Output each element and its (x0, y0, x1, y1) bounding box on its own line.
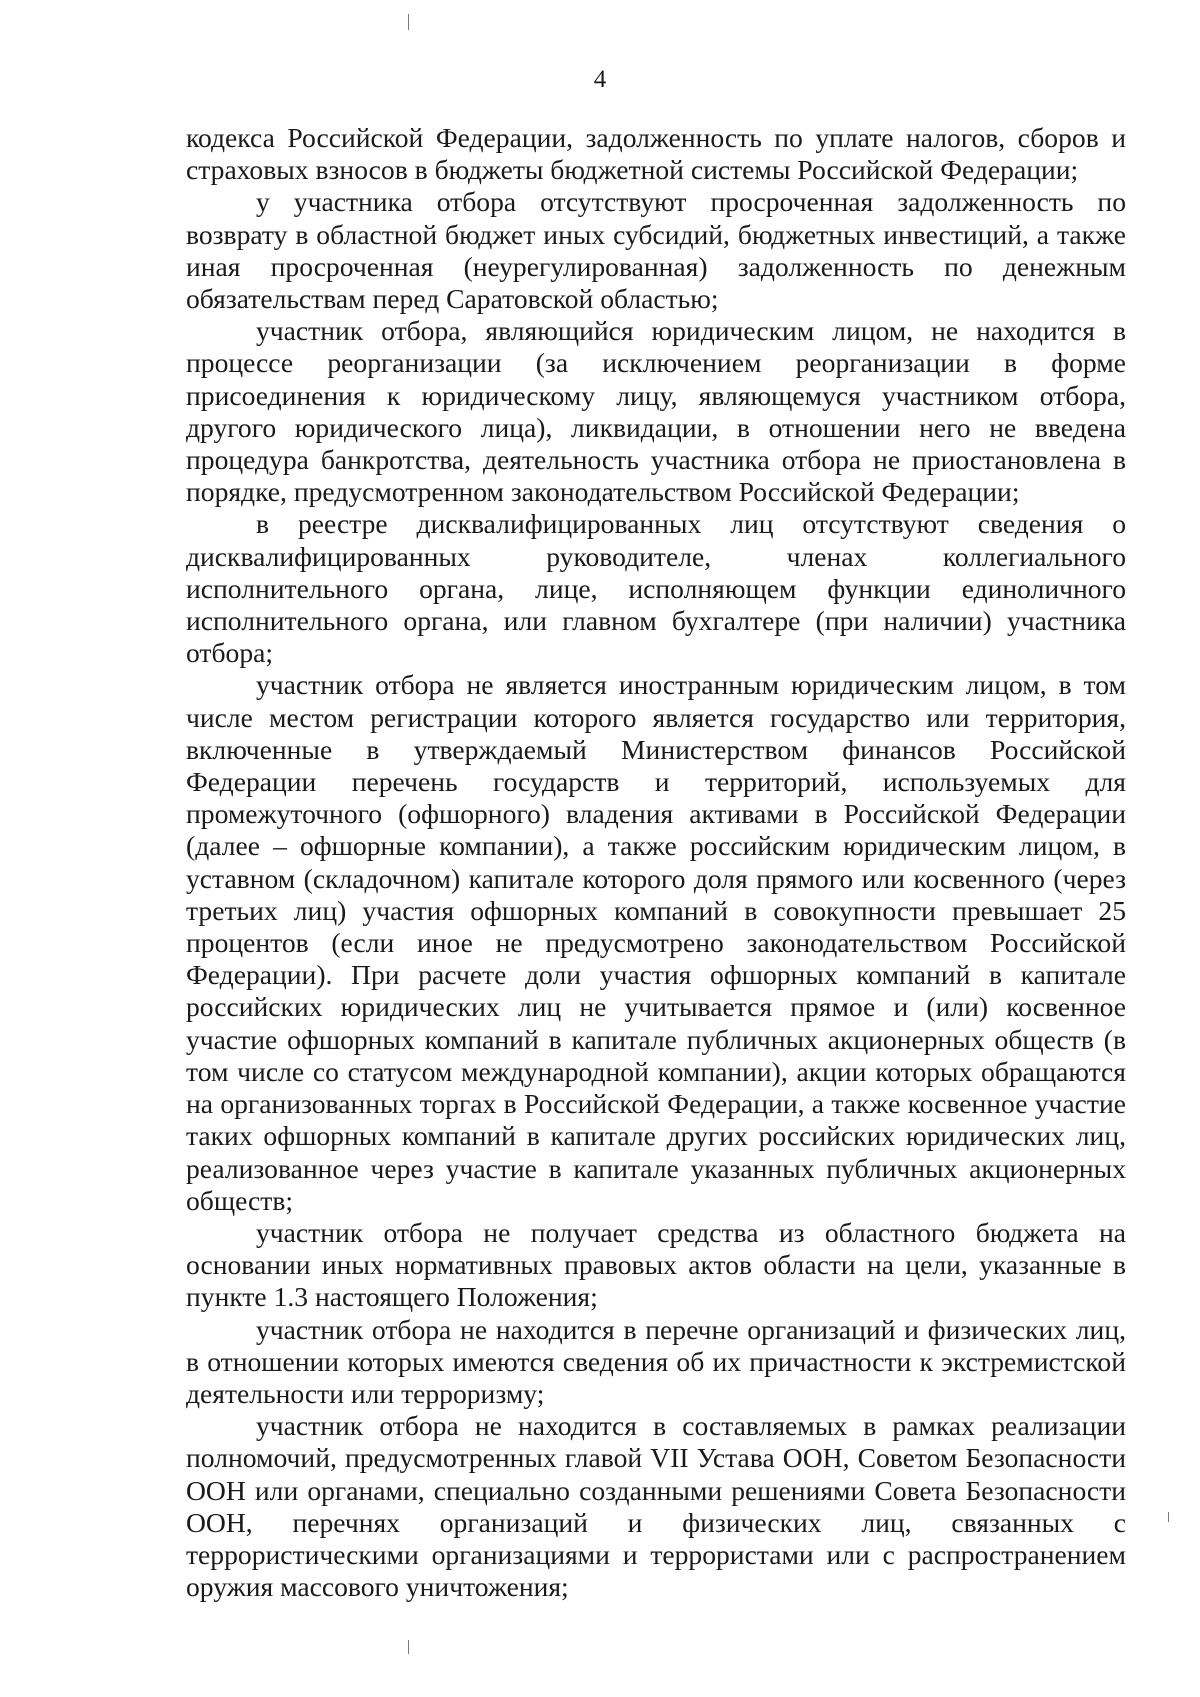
scan-speck (408, 1640, 409, 1654)
paragraph-offshore-companies: участник отбора не является иностранным юридическим лицом, в том числе местом регистрации которого является государство или территория, включенные в утверждаемый Министерством финансов Российской Федерации перечень государств и территорий, используемых для промежуточного (офшорного) владения активами в Российской Федерации (далее – офшорные компании), а также российским юридическим лицом, в уставном (складочном) капитале которого доля прямого или косвенного (через третьих лиц) участия офшорных компаний в совокупности превышает 25 процентов (если иное не предусмотрено законодательством Российской Федерации). При расчете доли участия офшорных компаний в капитале российских юридических лиц не учитывается прямое и (или) косвенное участие офшорных компаний в капитале публичных акционерных обществ (в том числе со статусом международной компании), акции которых обращаются на организованных торгах в Российской Федерации, а также косвенное участие таких офшорных компаний в капитале других российских юридических лиц, реализованное через участие в капитале указанных публичных акционерных обществ; (186, 669, 1126, 1216)
paragraph-un-sanctions-list: участник отбора не находится в составляемых в рамках реализации полномочий, предусмотренных главой VII Устава ООН, Советом Безопасности ООН или органами, специально созданными решениями Совета Безопасности ООН, перечнях организаций и физических лиц, связанных с террористическими организациями и террористами или с распространением оружия массового уничтожения; (186, 1410, 1126, 1603)
paragraph-overdue-debt: у участника отбора отсутствуют просроченная задолженность по возврату в областной бюджет иных субсидий, бюджетных инвестиций, а также иная просроченная (неурегулированная) задолженность по денежным обязательствам перед Саратовской областью; (186, 186, 1126, 315)
page-number: 4 (593, 66, 607, 93)
paragraph-reorganization: участник отбора, являющийся юридическим лицом, не находится в процессе реорганизации (за исключением реорганизации в форме присоединения к юридическому лицу, являющемуся участником отбора, другого юридического лица), ликвидации, в отношении него не введена процедура банкротства, деятельность участника отбора не приостановлена в порядке, предусмотренном законодательством Российской Федерации; (186, 315, 1126, 508)
scan-speck (408, 14, 409, 30)
scan-speck (1168, 1512, 1169, 1522)
paragraph-other-budget-funds: участник отбора не получает средства из областного бюджета на основании иных нормативных правовых актов области на цели, указанные в пункте 1.3 настоящего Положения; (186, 1216, 1126, 1313)
paragraph-disqualified-persons: в реестре дисквалифицированных лиц отсутствуют сведения о дисквалифицированных руководителе, членах коллегиального исполнительного органа, лице, исполняющем функции единоличного исполнительного органа, или главном бухгалтере (при наличии) участника отбора; (186, 508, 1126, 669)
paragraph-continuation: кодекса Российской Федерации, задолженность по уплате налогов, сборов и страховых взносов в бюджеты бюджетной системы Российской Федерации; (186, 122, 1126, 186)
document-body (186, 122, 1126, 1603)
paragraph-extremism-list: участник отбора не находится в перечне организаций и физических лиц, в отношении которых имеются сведения об их причастности к экстремистской деятельности или терроризму; (186, 1313, 1126, 1409)
